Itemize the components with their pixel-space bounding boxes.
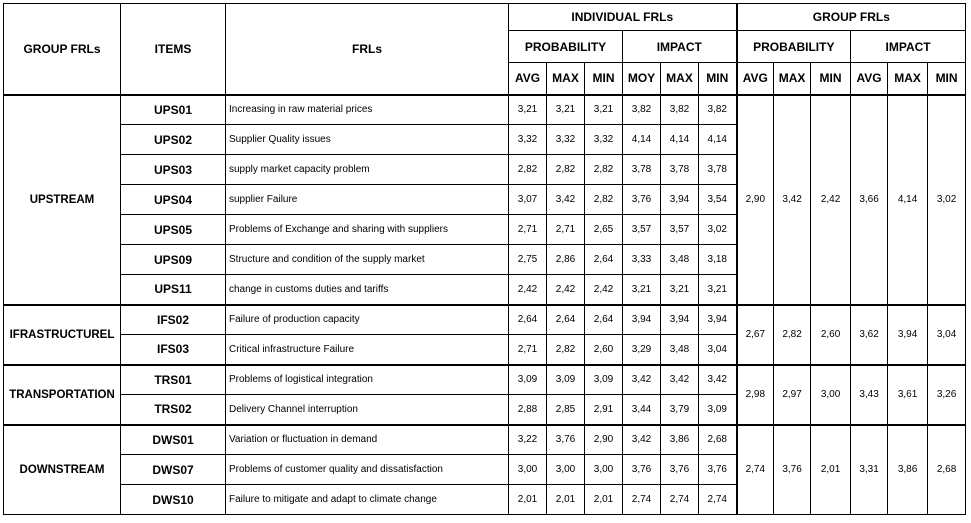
- sub-header-group: MIN: [928, 63, 966, 95]
- individual-value: 3,42: [623, 365, 661, 395]
- header-ind-probability: PROBABILITY: [509, 31, 623, 63]
- item-code: IFS03: [121, 335, 226, 365]
- individual-value: 3,82: [699, 95, 737, 125]
- sub-header-group: MAX: [888, 63, 928, 95]
- individual-value: 3,21: [623, 275, 661, 305]
- individual-value: 3,78: [661, 155, 699, 185]
- individual-value: 2,42: [547, 275, 585, 305]
- individual-value: 3,04: [699, 335, 737, 365]
- individual-value: 2,90: [585, 425, 623, 455]
- individual-value: 3,18: [699, 245, 737, 275]
- group-value: 3,61: [888, 365, 928, 425]
- individual-value: 2,68: [699, 425, 737, 455]
- sub-header-group: AVG: [851, 63, 888, 95]
- individual-value: 3,33: [623, 245, 661, 275]
- group-value: 2,74: [737, 425, 774, 515]
- table-row: [4, 425, 966, 455]
- individual-value: 3,07: [509, 185, 547, 215]
- individual-value: 2,82: [585, 155, 623, 185]
- individual-value: 3,02: [699, 215, 737, 245]
- group-name: TRANSPORTATION: [4, 365, 121, 425]
- individual-value: 2,85: [547, 395, 585, 425]
- individual-value: 2,88: [509, 395, 547, 425]
- individual-value: 3,76: [661, 455, 699, 485]
- header-group-frls-right: GROUP FRLs: [737, 4, 966, 31]
- individual-value: 4,14: [623, 125, 661, 155]
- frl-description: Supplier Quality issues: [226, 125, 509, 155]
- individual-value: 2,71: [547, 215, 585, 245]
- sub-header-individual: MAX: [661, 63, 699, 95]
- individual-value: 3,42: [547, 185, 585, 215]
- header-grp-impact: IMPACT: [851, 31, 966, 63]
- frl-description: Problems of Exchange and sharing with suppliers: [226, 215, 509, 245]
- individual-value: 2,01: [547, 485, 585, 515]
- group-value: 2,82: [774, 305, 811, 365]
- individual-value: 2,64: [509, 305, 547, 335]
- individual-value: 3,00: [509, 455, 547, 485]
- individual-value: 3,94: [623, 305, 661, 335]
- individual-value: 3,44: [623, 395, 661, 425]
- individual-value: 2,82: [585, 185, 623, 215]
- individual-value: 2,42: [585, 275, 623, 305]
- individual-value: 3,09: [547, 365, 585, 395]
- individual-value: 3,57: [623, 215, 661, 245]
- frl-description: Failure of production capacity: [226, 305, 509, 335]
- individual-value: 2,71: [509, 335, 547, 365]
- frl-description: Problems of logistical integration: [226, 365, 509, 395]
- individual-value: 3,57: [661, 215, 699, 245]
- individual-value: 2,60: [585, 335, 623, 365]
- individual-value: 3,76: [699, 455, 737, 485]
- individual-value: 2,82: [547, 155, 585, 185]
- group-value: 3,43: [851, 365, 888, 425]
- individual-value: 3,09: [585, 365, 623, 395]
- table-row: [4, 95, 966, 125]
- individual-value: 3,42: [699, 365, 737, 395]
- individual-value: 2,64: [585, 305, 623, 335]
- individual-value: 4,14: [699, 125, 737, 155]
- frl-description: Structure and condition of the supply market: [226, 245, 509, 275]
- group-value: 2,67: [737, 305, 774, 365]
- frl-description: Failure to mitigate and adapt to climate change: [226, 485, 509, 515]
- group-value: 3,76: [774, 425, 811, 515]
- individual-value: 3,86: [661, 425, 699, 455]
- item-code: UPS09: [121, 245, 226, 275]
- individual-value: 2,01: [585, 485, 623, 515]
- individual-value: 3,79: [661, 395, 699, 425]
- item-code: DWS10: [121, 485, 226, 515]
- sub-header-group: MIN: [811, 63, 851, 95]
- individual-value: 3,76: [623, 455, 661, 485]
- group-name: IFRASTRUCTUREL: [4, 305, 121, 365]
- individual-value: 3,32: [547, 125, 585, 155]
- individual-value: 3,94: [661, 305, 699, 335]
- group-value: 3,26: [928, 365, 966, 425]
- group-value: 2,68: [928, 425, 966, 515]
- group-value: 2,98: [737, 365, 774, 425]
- individual-value: 3,21: [509, 95, 547, 125]
- item-code: IFS02: [121, 305, 226, 335]
- individual-value: 3,78: [623, 155, 661, 185]
- individual-value: 3,32: [509, 125, 547, 155]
- group-value: 2,01: [811, 425, 851, 515]
- individual-value: 3,54: [699, 185, 737, 215]
- table-body: [4, 95, 966, 515]
- item-code: TRS01: [121, 365, 226, 395]
- group-value: 3,31: [851, 425, 888, 515]
- table-row: [4, 365, 966, 395]
- item-code: DWS01: [121, 425, 226, 455]
- group-value: 3,42: [774, 95, 811, 305]
- header-grp-probability: PROBABILITY: [737, 31, 851, 63]
- frl-description: Delivery Channel interruption: [226, 395, 509, 425]
- individual-value: 3,94: [699, 305, 737, 335]
- frl-description: supply market capacity problem: [226, 155, 509, 185]
- individual-value: 3,21: [699, 275, 737, 305]
- sub-header-individual: MAX: [547, 63, 585, 95]
- group-value: 2,90: [737, 95, 774, 305]
- item-code: UPS01: [121, 95, 226, 125]
- item-code: DWS07: [121, 455, 226, 485]
- frl-table: [3, 3, 966, 515]
- individual-value: 3,09: [509, 365, 547, 395]
- individual-value: 3,48: [661, 335, 699, 365]
- group-value: 2,42: [811, 95, 851, 305]
- individual-value: 2,42: [509, 275, 547, 305]
- individual-value: 4,14: [661, 125, 699, 155]
- frl-description: Critical infrastructure Failure: [226, 335, 509, 365]
- group-value: 3,62: [851, 305, 888, 365]
- sub-header-individual: AVG: [509, 63, 547, 95]
- individual-value: 3,00: [547, 455, 585, 485]
- individual-value: 2,82: [547, 335, 585, 365]
- individual-value: 2,74: [623, 485, 661, 515]
- individual-value: 2,75: [509, 245, 547, 275]
- item-code: UPS04: [121, 185, 226, 215]
- table-row: [4, 305, 966, 335]
- sub-header-group: MAX: [774, 63, 811, 95]
- individual-value: 2,82: [509, 155, 547, 185]
- group-name: DOWNSTREAM: [4, 425, 121, 515]
- item-code: UPS11: [121, 275, 226, 305]
- individual-value: 3,29: [623, 335, 661, 365]
- individual-value: 3,82: [623, 95, 661, 125]
- sub-header-individual: MIN: [585, 63, 623, 95]
- individual-value: 3,00: [585, 455, 623, 485]
- frl-description: supplier Failure: [226, 185, 509, 215]
- individual-value: 3,22: [509, 425, 547, 455]
- group-name: UPSTREAM: [4, 95, 121, 305]
- group-value: 3,66: [851, 95, 888, 305]
- individual-value: 3,48: [661, 245, 699, 275]
- individual-value: 3,21: [661, 275, 699, 305]
- frl-description: Problems of customer quality and dissatisfaction: [226, 455, 509, 485]
- group-value: 2,60: [811, 305, 851, 365]
- individual-value: 3,76: [547, 425, 585, 455]
- individual-value: 3,82: [661, 95, 699, 125]
- individual-value: 3,21: [547, 95, 585, 125]
- sub-header-individual: MIN: [699, 63, 737, 95]
- individual-value: 2,86: [547, 245, 585, 275]
- item-code: UPS03: [121, 155, 226, 185]
- group-value: 3,94: [888, 305, 928, 365]
- individual-value: 2,64: [547, 305, 585, 335]
- individual-value: 3,09: [699, 395, 737, 425]
- individual-value: 3,42: [661, 365, 699, 395]
- group-value: 3,02: [928, 95, 966, 305]
- individual-value: 3,76: [623, 185, 661, 215]
- individual-value: 2,71: [509, 215, 547, 245]
- item-code: UPS05: [121, 215, 226, 245]
- item-code: UPS02: [121, 125, 226, 155]
- header-group-frls: GROUP FRLs: [4, 4, 121, 95]
- header-individual-frls: INDIVIDUAL FRLs: [509, 4, 737, 31]
- sub-header-individual: MOY: [623, 63, 661, 95]
- individual-value: 2,65: [585, 215, 623, 245]
- individual-value: 2,74: [699, 485, 737, 515]
- group-value: 3,00: [811, 365, 851, 425]
- group-value: 3,86: [888, 425, 928, 515]
- group-value: 3,04: [928, 305, 966, 365]
- frl-description: Increasing in raw material prices: [226, 95, 509, 125]
- group-value: 4,14: [888, 95, 928, 305]
- individual-value: 2,74: [661, 485, 699, 515]
- header-items: ITEMS: [121, 4, 226, 95]
- header-ind-impact: IMPACT: [623, 31, 737, 63]
- item-code: TRS02: [121, 395, 226, 425]
- individual-value: 2,91: [585, 395, 623, 425]
- sub-header-group: AVG: [737, 63, 774, 95]
- frl-description: Variation or fluctuation in demand: [226, 425, 509, 455]
- individual-value: 3,78: [699, 155, 737, 185]
- individual-value: 3,94: [661, 185, 699, 215]
- frl-description: change in customs duties and tariffs: [226, 275, 509, 305]
- individual-value: 3,42: [623, 425, 661, 455]
- header-frls: FRLs: [226, 4, 509, 95]
- individual-value: 2,64: [585, 245, 623, 275]
- individual-value: 2,01: [509, 485, 547, 515]
- individual-value: 3,32: [585, 125, 623, 155]
- group-value: 2,97: [774, 365, 811, 425]
- individual-value: 3,21: [585, 95, 623, 125]
